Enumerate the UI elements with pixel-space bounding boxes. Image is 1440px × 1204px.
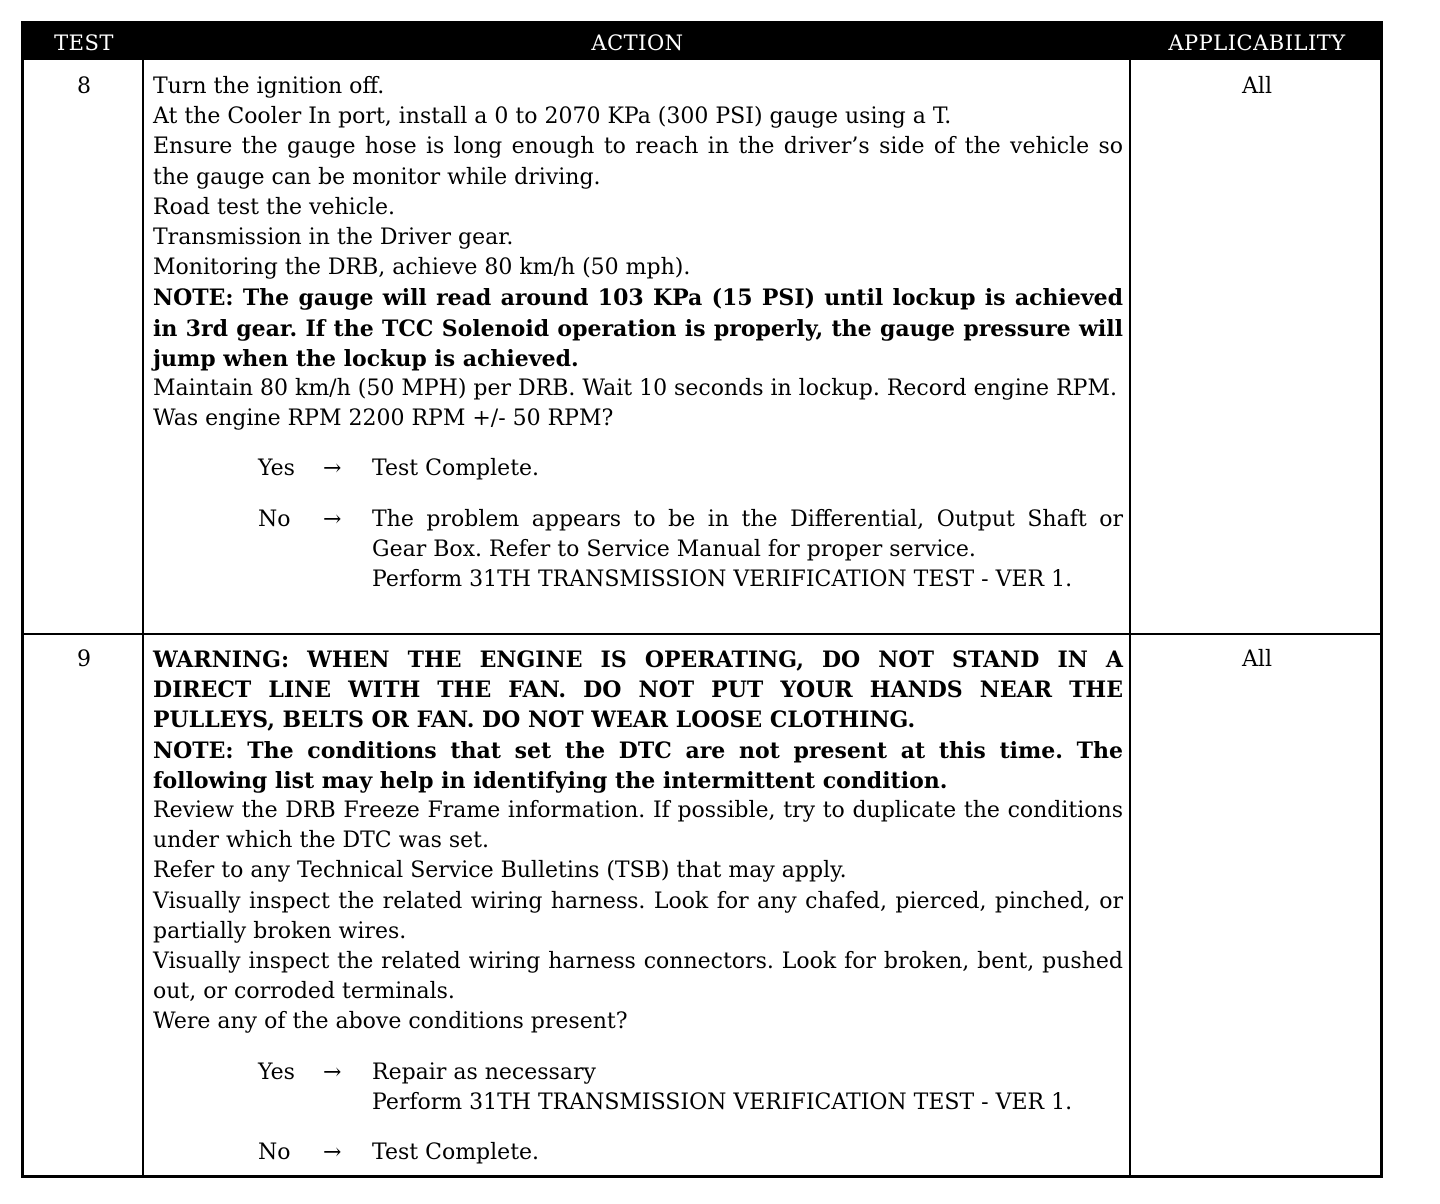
column-divider <box>142 60 144 1175</box>
action-step: Maintain 80 km/h (50 MPH) per DRB. Wait 10 seconds in lockup. Record engine RPM. <box>153 376 1117 402</box>
answer-label: No <box>258 506 291 532</box>
arrow-right-icon: → <box>323 1140 342 1166</box>
action-step: Ensure the gauge hose is long enough to reach in the driver’s side of the vehicle so the gauge can be monitor while driving. <box>153 134 1123 190</box>
diagnostic-table <box>21 21 1383 1178</box>
note-text: NOTE: The conditions that set the DTC are not present at this time. The following list may help in identifying the intermittent condition. <box>153 737 1123 794</box>
answer-text: The problem appears to be in the Differential, Output Shaft or Gear Box. Refer to Service Manual for proper service. <box>372 506 1123 562</box>
table-header <box>24 24 1380 60</box>
action-step: Transmission in the Driver gear. <box>153 225 514 251</box>
arrow-right-icon: → <box>323 456 342 482</box>
test-number: 9 <box>77 647 91 672</box>
header-applicability: APPLICABILITY <box>1168 31 1346 55</box>
action-step: Monitoring the DRB, achieve 80 km/h (50 mph). <box>153 255 691 281</box>
note-text: NOTE: The gauge will read around 103 KPa (15 PSI) until lockup is achieved in 3rd gear. If the TCC Solenoid operation is properly, the gauge pressure will jump when the lockup is achieved. <box>153 285 1123 372</box>
warning-text: WARNING: WHEN THE ENGINE IS OPERATING, DO NOT STAND IN A DIRECT LINE WITH THE FAN. DO NOT PUT YOUR HANDS NEAR THE PULLEYS, BELTS OR FAN. DO NOT WEAR LOOSE CLOTHING. <box>153 647 1123 734</box>
arrow-right-icon: → <box>323 1059 342 1085</box>
answer-text: Perform 31TH TRANSMISSION VERIFICATION TEST - VER 1. <box>372 1089 1073 1115</box>
arrow-right-icon: → <box>323 506 342 532</box>
header-action: ACTION <box>591 31 684 55</box>
question-text: Were any of the above conditions present? <box>153 1009 628 1035</box>
row-divider <box>24 633 1380 635</box>
header-test: TEST <box>54 31 114 55</box>
answer-no <box>153 1138 1123 1168</box>
answer-text: Repair as necessary <box>372 1059 596 1085</box>
action-step: Turn the ignition off. <box>153 74 385 99</box>
test-number: 8 <box>77 74 91 99</box>
applicability-value: All <box>1242 74 1272 99</box>
action-step: Visually inspect the related wiring harness. Look for any chafed, pierced, pinched, or partially broken wires. <box>153 888 1123 944</box>
action-step: Road test the vehicle. <box>153 194 396 220</box>
answer-text: Test Complete. <box>372 1140 540 1166</box>
answer-text: Perform 31TH TRANSMISSION VERIFICATION TEST - VER 1. <box>372 567 1073 593</box>
answer-no <box>153 505 1123 596</box>
applicability-value: All <box>1242 647 1272 672</box>
action-cell <box>153 72 1123 595</box>
question-text: Was engine RPM 2200 RPM +/- 50 RPM? <box>153 406 614 432</box>
answer-yes <box>153 454 1123 484</box>
answer-text: Test Complete. <box>372 456 540 482</box>
action-step: At the Cooler In port, install a 0 to 2070 KPa (300 PSI) gauge using a T. <box>153 104 952 130</box>
action-step: Review the DRB Freeze Frame information. If possible, try to duplicate the conditions under which the DTC was set. <box>153 798 1123 854</box>
answer-yes <box>153 1058 1123 1118</box>
action-cell <box>153 645 1123 1168</box>
column-divider <box>1129 60 1131 1175</box>
answer-label: Yes <box>258 456 295 482</box>
answer-label: Yes <box>258 1059 295 1085</box>
action-step: Visually inspect the related wiring harness connectors. Look for broken, bent, pushed out, or corroded terminals. <box>153 949 1123 1005</box>
answer-label: No <box>258 1140 291 1166</box>
action-step: Refer to any Technical Service Bulletins (TSB) that may apply. <box>153 858 847 884</box>
